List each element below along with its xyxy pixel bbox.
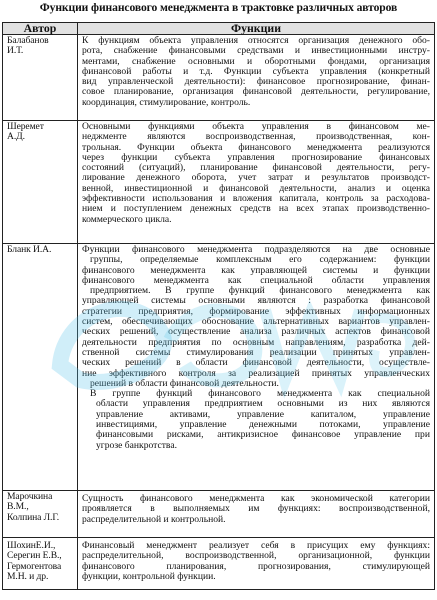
text-line: рота, снабжение финансовыми средствами и инвестиционными инстру- (82, 46, 430, 57)
table-row (3, 121, 435, 244)
text-line: инвестициями, управление денежными потоками, управление (96, 420, 430, 431)
text-line: финансовыми рисками, антикризисное финансовое управление при (96, 430, 430, 441)
text-line: ческих решений, осуществление анализа различных аспектов финансовой (82, 327, 430, 338)
text-line: группы, определяемые комплексным его содержанием: функции (90, 255, 430, 266)
text-line: Основными функциями объекта управления в финансовом ме- (82, 122, 430, 132)
author-line: Марочкина (7, 492, 53, 502)
authors-functions-table (2, 22, 435, 590)
text-line: финансовой работы и т.д. Функции субъекта управления (конкретный (82, 66, 430, 77)
text-line: систем, обеспечивающих обоснование альтернативных вариантов управлен- (82, 317, 430, 328)
functions-cell (78, 538, 435, 590)
text-line: ментами, снабжение основными и оборотными фондами, организация (82, 56, 430, 67)
author-line: И.Т. (7, 46, 24, 57)
author-cell (3, 491, 78, 538)
text-line: проявляется в выполняемых им функциях: воспроизводственной, (82, 504, 430, 515)
table-row (3, 491, 435, 538)
text-line: через функции субъекта управления прогнозирование финансовых (82, 152, 430, 163)
table-header-row (3, 23, 435, 35)
text-line: финансового менеджмента как специальной области управления (82, 275, 430, 286)
table-row (3, 244, 435, 491)
text-line: ние эффективного контроля за реализацией принятых управленческих (82, 368, 430, 379)
text-line: управляющей системы основными являются : разработка финансовой (82, 296, 430, 307)
text-line: В группе функций финансового менеджмента как специальной (90, 389, 430, 400)
text-line: лирование денежного оборота, учет затрат и результатов производст- (82, 173, 430, 184)
text-line: вид управленческой деятельности): финансовое прогнозирование, финан- (82, 77, 430, 88)
author-line: ШохинЕ.И., (7, 541, 56, 551)
author-line: Шеремет (7, 122, 44, 132)
text-line: предприятием. В группе функций финансового менеджмента как (90, 286, 430, 297)
text-line: области управления предприятием основными из них являются (96, 399, 430, 410)
text-line: эффективности использования и вложения капитала, контроль за расходова- (82, 194, 430, 205)
text-line: распределительной, воспроизводственной, организационной, функции (82, 551, 430, 562)
author-line: Серегин Е.В., (7, 551, 62, 562)
author-line: В.М., (7, 502, 29, 513)
text-line: деятельности предприятия по основным направлениям, разработка дей- (82, 337, 430, 348)
text-line: управление активами, управление капиталом, управление (96, 409, 430, 420)
text-line: коммерческого цикла. (82, 214, 172, 225)
author-line: Балабанов (7, 36, 49, 46)
text-line: состояний (ситуаций), планирование финансовой деятельности, регу- (82, 163, 430, 174)
text-line: ственной системы стимулирования реализации принятых управлен- (82, 347, 430, 358)
text-line: финансового менеджмента как управляющей системы и функции (82, 265, 430, 276)
text-line: Финансовый менеджмент реализует себя в присущих ему функциях: (82, 541, 430, 551)
text-line: стратегии предприятия, формирование эффективных информационных (82, 306, 430, 317)
author-line: Колпина Л.Г. (7, 512, 60, 523)
table-row (3, 35, 435, 121)
text-line: координация, стимулирование, контроль. (82, 97, 251, 108)
text-line: Функции финансового менеджмента подразделяются на две основные (82, 245, 430, 255)
text-line: венной, инвестиционной и финансовой деятельности, анализ и оценка (82, 183, 430, 194)
functions-cell (78, 244, 435, 491)
functions-cell (78, 35, 435, 121)
author-line: Бланк И.А. (7, 245, 52, 255)
table-row (3, 538, 435, 590)
text-line: трольная. Функции объекта финансового менеджмента реализуются (82, 142, 430, 153)
text-line: Сущность финансового менеджмента как экономической категории (82, 494, 430, 504)
author-cell (3, 538, 78, 590)
author-cell (3, 244, 78, 491)
author-cell (3, 35, 78, 121)
author-line: Гермогентова (7, 561, 62, 572)
text-line: нием и поступлением денежных средств на всех этапах производственно- (82, 204, 430, 215)
author-cell (3, 121, 78, 244)
author-line: М.Н. и др. (7, 571, 49, 582)
header-author: Автор (3, 23, 78, 35)
text-line: финансового планирования, прогнозирования, стимулирующей (82, 561, 430, 572)
text-line: функции, контрольной функции. (82, 571, 216, 582)
functions-cell (78, 121, 435, 244)
text-line: ческих решений в области финансовой деятельности, осуществле- (82, 358, 430, 369)
text-line: К функциям объекта управления относятся организация денежного обо- (82, 36, 430, 46)
header-functions: Функции (78, 23, 435, 35)
author-line: А.Д. (7, 132, 25, 143)
text-line: совое планирование, организация финансовой деятельности, регулирование, (82, 87, 430, 98)
functions-cell (78, 491, 435, 538)
text-line: решений в области финансовой деятельности. (90, 378, 279, 389)
text-line: распределительной и контрольной. (82, 514, 226, 525)
table-title: Функции финансового менеджмента в трактовке различных авторов (39, 1, 398, 14)
text-line: угрозе банкротства. (96, 440, 177, 451)
text-line: неджменте являются воспроизводственная, производственная, кон- (82, 132, 430, 143)
